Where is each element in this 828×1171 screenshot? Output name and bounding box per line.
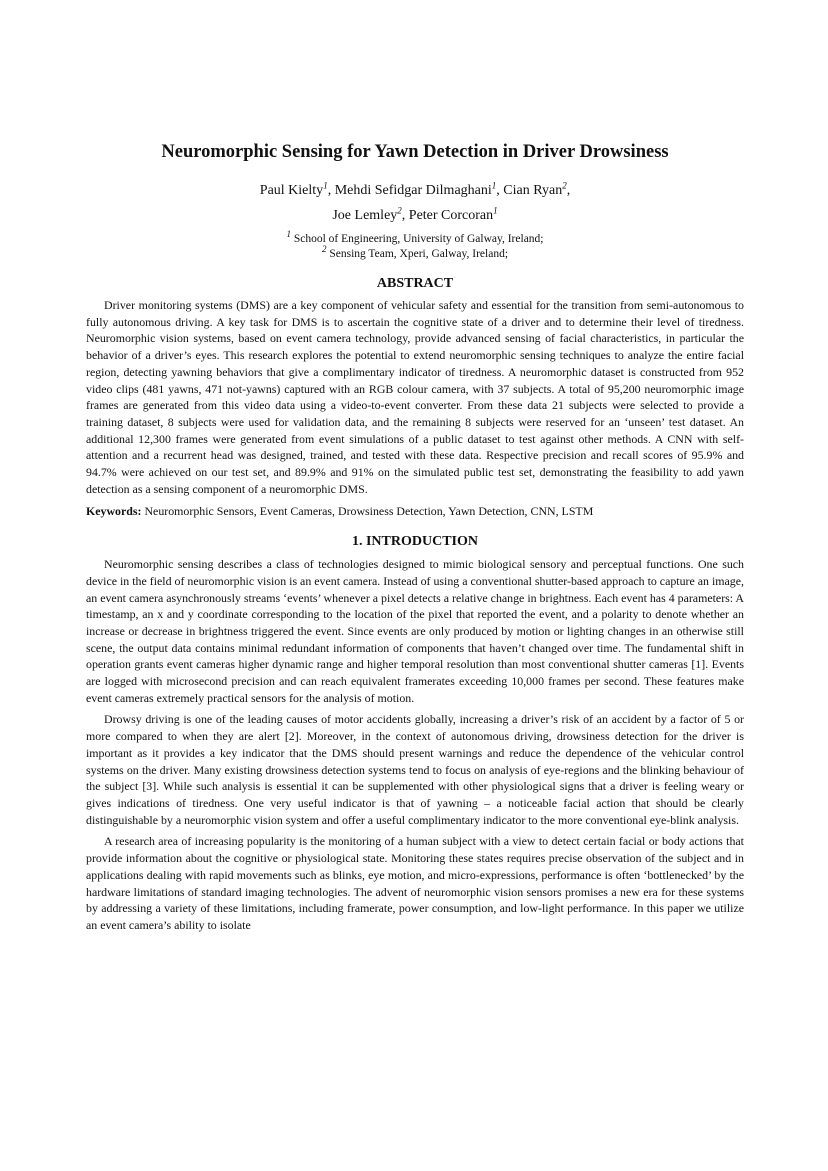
author-affiliation-marker: 2 bbox=[397, 205, 402, 216]
author-separator: , bbox=[566, 183, 571, 198]
author-name: Mehdi Sefidgar Dilmaghani bbox=[334, 183, 492, 198]
author-affiliation-marker: 1 bbox=[323, 180, 328, 191]
abstract-text: Driver monitoring systems (DMS) are a key component of vehicular safety and essential for the transition from semi-autonomous to fully autonomous driving. A key task for DMS is to ascertain the cognitive state of a driver and to determine their level of tiredness. Neuromorphic vision systems, based on event camera technology, provide advanced sensing of facial characteristics, in particular the behavior of a driver’s eyes. This research explores the potential to extend neuromorphic sensing techniques to analyze the entire facial region, detecting yawning behaviors that give a complimentary indicator of tiredness. A neuromorphic dataset is constructed from 952 video clips (481 yawns, 471 not-yawns) captured with an RGB colour camera, with 37 subjects. A total of 95,200 neuromorphic image frames are generated from this video data using a video-to-event converter. From these data 21 subjects were selected to provide a training dataset, 8 subjects were used for validation data, and the remaining 8 subjects were reserved for an ‘unseen’ test dataset. An additional 12,300 frames were generated from event simulations of a public dataset to test against other methods. A CNN with self-attention and a recurrent head was designed, trained, and tested with these data. Respective precision and recall scores of 95.9% and 94.7% were achieved on our test set, and 89.9% and 91% on the simulated public test set, demonstrating the feasibility to add yawn detection as a sensing component of a neuromorphic DMS. bbox=[86, 298, 744, 496]
author-name: Paul Kielty bbox=[259, 183, 324, 198]
intro-paragraph-3: A research area of increasing popularity is the monitoring of a human subject with a view to detect certain facial or body actions that provide information about the cognitive or physiological state. Monitoring these states requires precise observation of the subject and in applications dealing with rapid movements such as blinks, eye motion, and micro-expressions, performance is often ‘bottlenecked’ by the hardware limitations of standard imaging technologies. The advent of neuromorphic vision sensors promises a new era for these systems by addressing a variety of these limitations, including framerate, power consumption, and low-light performance. In this paper we utilize an event camera’s ability to isolate bbox=[86, 834, 744, 932]
author-separator: , bbox=[496, 183, 504, 198]
keywords-label: Keywords: bbox=[86, 504, 142, 519]
author-affiliation-marker: 1 bbox=[493, 205, 498, 216]
author-name: Cian Ryan bbox=[503, 183, 563, 198]
intro-paragraph-2: Drowsy driving is one of the leading causes of motor accidents globally, increasing a driver’s risk of an accident by a factor of 5 or more compared to when they are alert [2]. Moreover, in the context of autonomous driving, drowsiness detection for the driver is important as it provides a key indicator that the DMS should present warnings and reduce the dependence of the vehicular control systems on the driver. Many existing drowsiness detection systems tend to focus on analysis of eye-regions and the blinking behaviour of the subject [3]. While such analysis is essential it can be supplemented with other physiological signs that a driver is feeling weary or gives indications of tiredness. One very useful indicator is that of yawning – a noticeable facial action that should be clearly distinguishable by a neuromorphic vision system and offer a useful complimentary indicator to the more conventional eye-blink analysis. bbox=[86, 712, 744, 827]
author-line-2 bbox=[86, 203, 744, 228]
author-affiliation-marker: 2 bbox=[562, 180, 567, 191]
keywords-text: Neuromorphic Sensors, Event Cameras, Drowsiness Detection, Yawn Detection, CNN, LSTM bbox=[144, 504, 594, 519]
introduction-heading: 1. INTRODUCTION bbox=[351, 534, 478, 550]
intro-paragraph-1: Neuromorphic sensing describes a class of technologies designed to mimic biological sensory and perceptual functions. One such device in the field of neuromorphic vision is an event camera. Instead of using a conventional shutter-based approach to capture an image, an event camera asynchronously streams ‘events’ whenever a pixel detects a relative change in brightness. Each event has 4 parameters: A timestamp, an x and y coordinate corresponding to the location of the pixel that reported the event, and a polarity to denote whether an increase or decrease in brightness triggered the event. Since events are only produced by motion or lighting changes in an otherwise still scene, the output data contains minimal redundant information of components that haven’t changed over time. The fundamental shift in operation grants event cameras higher dynamic range and higher temporal resolution than most conventional shutter cameras [1]. Events are logged with microsecond precision and can reach equivalent framerates exceeding 10,000 frames per second. These features make event cameras extremely practical sensors for the analysis of motion. bbox=[86, 557, 744, 705]
affiliations bbox=[86, 229, 744, 262]
affiliation-line bbox=[86, 229, 744, 247]
affiliation-line bbox=[86, 244, 744, 262]
paper-title: Neuromorphic Sensing for Yawn Detection in Driver Drowsiness bbox=[161, 142, 669, 162]
author-affiliation-marker: 1 bbox=[491, 180, 497, 191]
affiliation-text: School of Engineering, University of Galway, Ireland; bbox=[290, 233, 544, 245]
author-separator: , bbox=[327, 183, 335, 198]
author-line-1 bbox=[86, 178, 744, 203]
author-name: Peter Corcoran bbox=[408, 208, 494, 223]
author-name: Joe Lemley bbox=[332, 208, 398, 223]
author-list bbox=[86, 178, 744, 228]
paper-page bbox=[86, 140, 744, 934]
abstract-heading: ABSTRACT bbox=[376, 276, 454, 291]
author-separator: , bbox=[401, 208, 409, 223]
affiliation-marker: 1 bbox=[286, 229, 291, 240]
keywords bbox=[86, 503, 744, 520]
affiliation-text: Sensing Team, Xperi, Galway, Ireland; bbox=[326, 248, 509, 260]
affiliation-marker: 2 bbox=[321, 244, 327, 255]
